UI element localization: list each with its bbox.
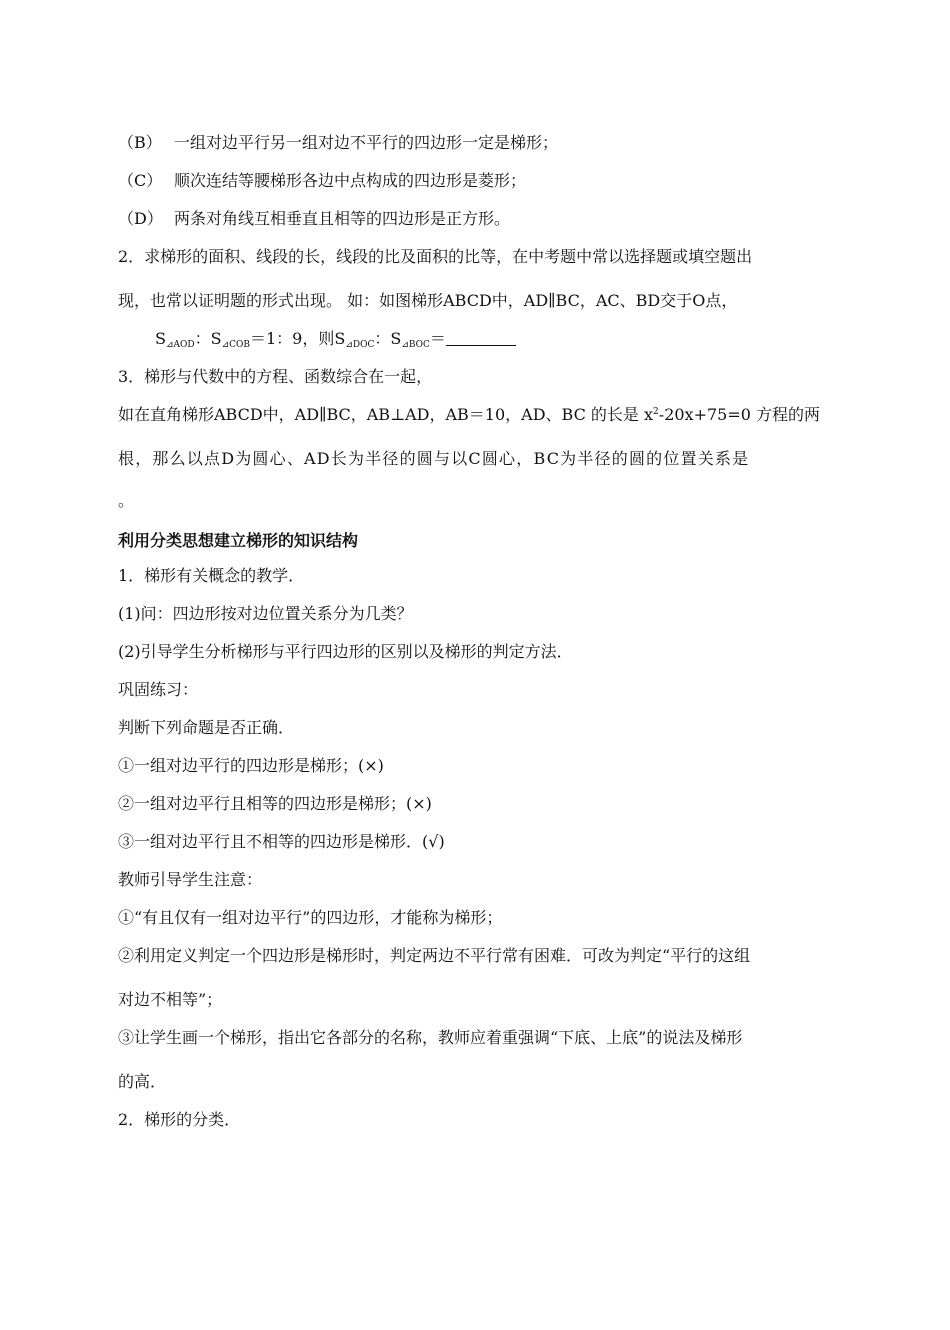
para-4: 巩固练习： [118,680,199,699]
item2-ratio-line [155,328,516,350]
ratio-sub3: ⊿DOC [345,340,375,350]
ratio-sub1: ⊿AOD [165,340,195,350]
option-c-label: （C） [118,171,163,190]
para-11-line1: ②利用定义判定一个四边形是梯形时，判定两边不平行常有困难．可改为判定“平行的这组 [118,946,751,965]
answer-blank [446,331,516,346]
para-3: (2)引导学生分析梯形与平行四边形的区别以及梯形的判定方法． [118,642,573,661]
para-8: ③一组对边平行且不相等的四边形是梯形．(√) [118,832,445,851]
option-b-label: （B） [118,133,162,152]
para-1: 1．梯形有关概念的教学． [118,566,305,585]
para-9: 教师引导学生注意： [118,870,263,889]
para-12-line1: ③让学生画一个梯形，指出它各部分的名称，教师应着重强调“下底、上底”的说法及梯形 [118,1028,743,1047]
ratio-sub4: ⊿BOC [401,340,430,350]
item3-exponent: 2 [653,407,659,417]
ratio-eq: ＝ [429,329,446,348]
para-10: ①“有且仅有一组对边平行”的四边形，才能称为梯形； [118,908,503,927]
ratio-sub2: ⊿COB [221,340,250,350]
item3-line2-rest: -20x+75=0 方程的两 [658,405,821,424]
option-d-label: （D） [118,209,163,228]
para-5: 判断下列命题是否正确． [118,718,295,737]
ratio-colon2: ：S [374,329,402,348]
ratio-s1: S [155,329,166,348]
item3-line2-text: 如在直角梯形ABCD中，AD∥BC，AB⊥AD，AB＝10，AD、BC 的长是 x [118,405,654,424]
item2-line2: 现，也常以证明题的形式出现。 如：如图梯形ABCD中，AD∥BC，AC、BD交于O点， [118,291,738,310]
section-heading: 利用分类思想建立梯形的知识结构 [118,531,359,550]
para-7: ②一组对边平行且相等的四边形是梯形；(×) [118,794,432,813]
option-c-text: 顺次连结等腰梯形各边中点构成的四边形是菱形； [174,171,527,190]
option-b [118,132,558,154]
ratio-mid: ＝1：9，则S [250,329,346,348]
option-b-text: 一组对边平行另一组对边不平行的四边形一定是梯形； [174,133,559,152]
para-13: 2．梯形的分类． [118,1110,241,1129]
option-d-text: 两条对角线互相垂直且相等的四边形是正方形。 [174,209,511,228]
item3-line2 [118,404,820,426]
para-12-line2: 的高． [118,1072,167,1091]
para-6: ①一组对边平行的四边形是梯形；(×) [118,756,384,775]
para-2: (1)问：四边形按对边位置关系分为几类？ [118,604,413,623]
item3-line3: 根，那么以点D为圆心、AD长为半径的圆与以C圆心，BC为半径的圆的位置关系是 [118,449,750,468]
option-d [118,208,510,230]
para-11-line2: 对边不相等”； [118,990,223,1009]
option-c [118,170,526,192]
item2-line1: 2．求梯形的面积、线段的长，线段的比及面积的比等，在中考题中常以选择题或填空题出 [118,247,753,266]
ratio-colon1: ：S [194,329,222,348]
item3-line4: 。 [118,491,135,510]
item3-line1: 3．梯形与代数中的方程、函数综合在一起， [118,367,433,386]
